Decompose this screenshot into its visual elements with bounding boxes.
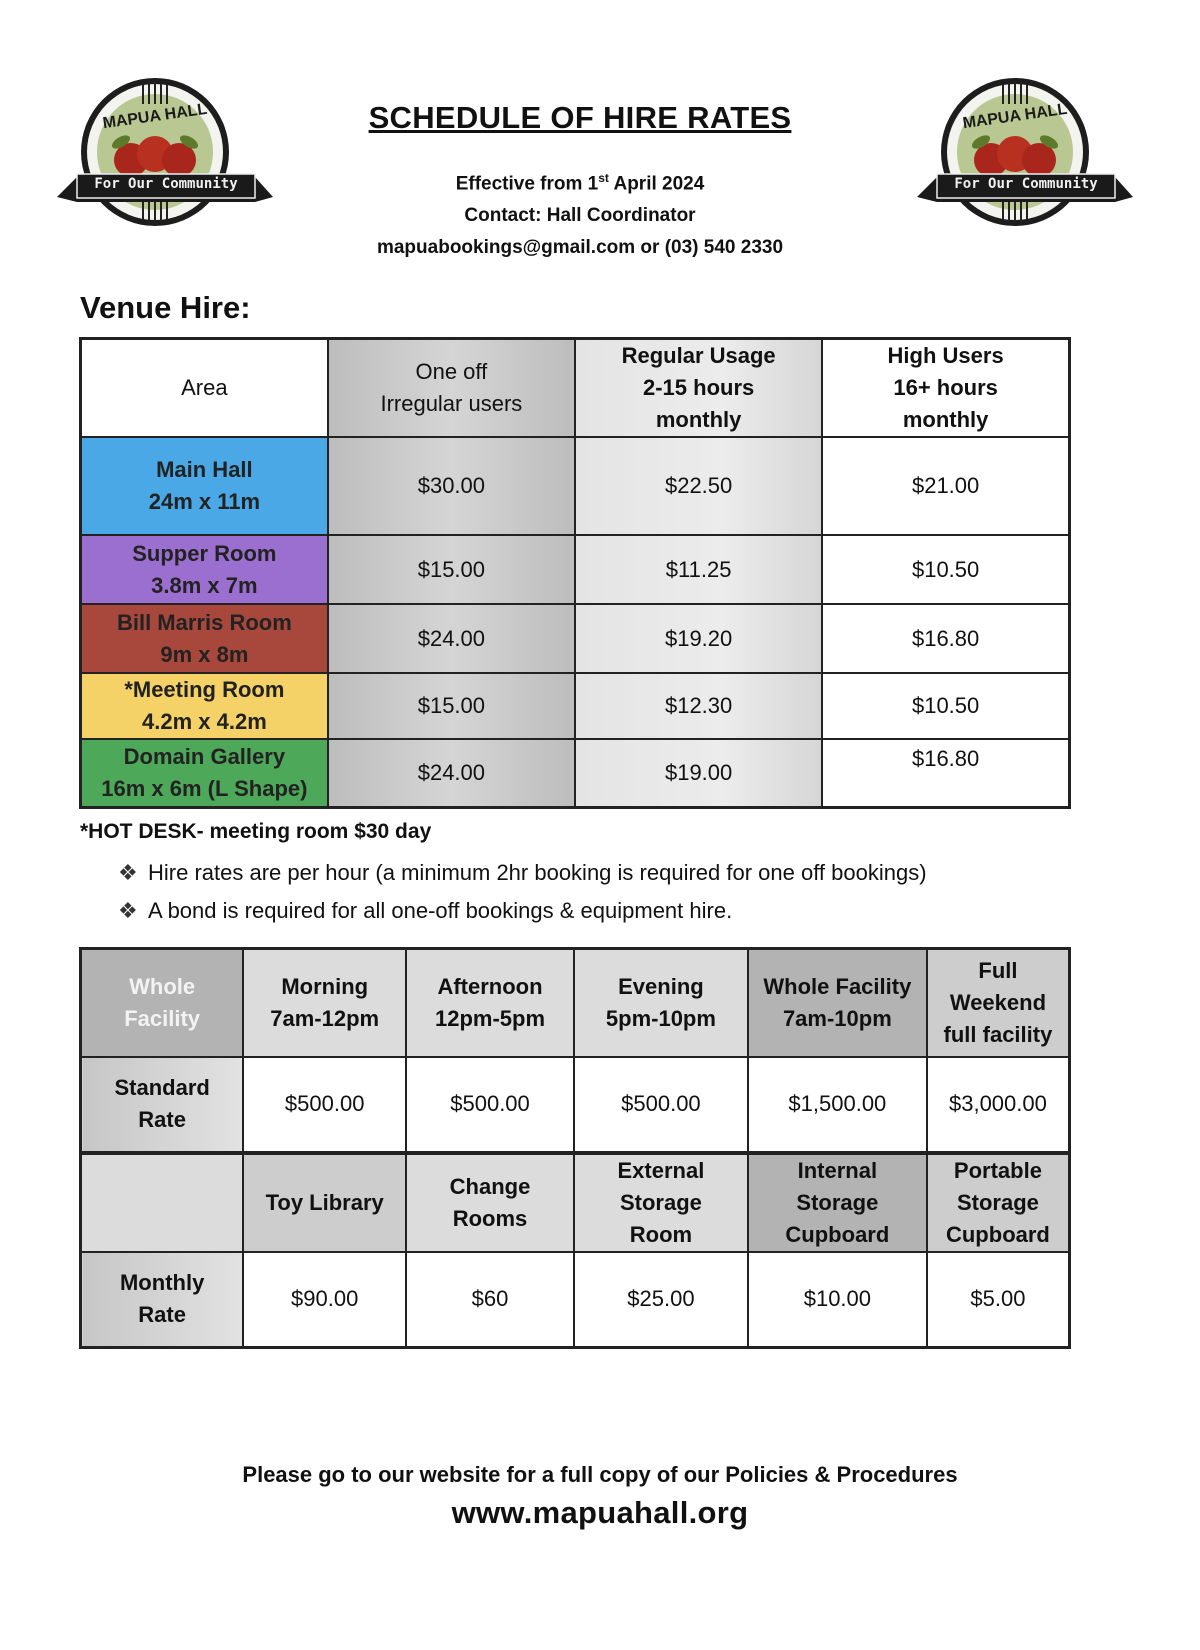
standard-rate-value: $3,000.00 [927,1057,1070,1153]
header-one-off-l1: One off [415,359,488,384]
email-phone-line: mapuabookings@gmail.com or (03) 540 2330 [376,237,784,259]
header-regular-l1: Regular Usage [621,343,776,368]
corner-l1: Whole [129,973,196,999]
header-regular [575,339,822,438]
header-high-l2: 16+ hours [893,375,998,400]
storage-header-row [81,1153,1070,1252]
rate-one-off: $15.00 [328,535,575,604]
period-l2: Weekend [949,989,1047,1015]
standard-rate-value: $500.00 [574,1057,748,1153]
logo-name: MAPUA HALL [101,100,209,133]
storage-l1: Internal [797,1157,878,1183]
rate-regular: $22.50 [575,437,822,535]
note-item [118,854,927,892]
area-meeting-room [81,673,328,739]
period-evening [574,949,748,1057]
area-size: 24m x 11m [148,489,261,514]
storage-l1: Change [449,1173,531,1199]
period-morning [243,949,406,1057]
period-full-weekend [927,949,1070,1057]
rate-one-off: $24.00 [328,739,575,807]
corner-l2: Facility [124,1005,201,1031]
period-l1: Morning [281,973,369,999]
logo-name: MAPUA HALL [961,100,1069,133]
storage-l2: Rooms [452,1205,528,1231]
area-domain-gallery [81,739,328,807]
label-l2: Rate [138,1107,186,1132]
rate-one-off: $15.00 [328,673,575,739]
storage-l2: Storage [796,1189,879,1215]
area-name: Supper Room [132,540,277,566]
rate-regular: $19.20 [575,604,822,673]
facility-header-row [81,949,1070,1057]
standard-rate-value: $500.00 [406,1057,574,1153]
rate-high: $21.00 [822,437,1069,535]
mapua-hall-logo-right [915,72,1135,242]
header-high [822,339,1069,438]
period-l1: Evening [618,973,704,999]
monthly-rate-value: $10.00 [748,1252,927,1348]
period-whole-facility [748,949,927,1057]
storage-external-room [574,1153,748,1252]
logo-emblem-icon [915,72,1135,242]
rate-regular: $12.30 [575,673,822,739]
area-name: Bill Marris Room [116,609,292,635]
website-link[interactable]: www.mapuahall.org [451,1495,749,1530]
header-one-off [328,339,575,438]
rate-high: $10.50 [822,535,1069,604]
storage-l3: Cupboard [785,1221,890,1247]
period-afternoon [406,949,574,1057]
standard-rate-value: $1,500.00 [748,1057,927,1153]
storage-toy-library [243,1153,406,1252]
header-regular-l2: 2-15 hours [642,375,755,400]
area-size: 3.8m x 7m [151,572,258,598]
period-l1: Afternoon [437,973,543,999]
label-l1: Standard [114,1075,210,1100]
policies-note: Please go to our website for a full copy of our Policies & Procedures [242,1462,958,1487]
rate-one-off: $30.00 [328,437,575,535]
rate-high: $10.50 [822,673,1069,739]
label-l1: Monthly [119,1270,205,1296]
monthly-rate-label [81,1252,244,1348]
effective-suffix: April 2024 [608,173,705,195]
contact-line: Contact: Hall Coordinator [464,205,696,227]
header-area-label: Area [181,375,228,400]
area-size: 9m x 8m [160,641,249,667]
storage-l1: Toy Library [265,1189,384,1215]
standard-rate-value: $500.00 [243,1057,406,1153]
header-one-off-l2: Irregular users [380,391,523,416]
storage-l3: Room [629,1221,693,1247]
storage-l3: Cupboard [945,1221,1050,1247]
venue-row [81,739,1070,807]
header-regular-l3: monthly [655,407,742,432]
monthly-rate-value: $5.00 [927,1252,1070,1348]
rate-one-off: $24.00 [328,604,575,673]
venue-hire-title: Venue Hire: [80,290,251,325]
effective-date [300,162,860,200]
period-l3: full facility [943,1021,1053,1047]
venue-header-row [81,339,1070,438]
venue-hire-table [79,337,1071,809]
notes-list [118,854,927,930]
rate-high: $16.80 [822,739,1069,807]
rate-high: $16.80 [822,604,1069,673]
area-size: 4.2m x 4.2m [142,709,267,734]
storage-change-rooms [406,1153,574,1252]
document-header [300,100,860,264]
rate-regular: $19.00 [575,739,822,807]
venue-row [81,673,1070,739]
page-title: SCHEDULE OF HIRE RATES [368,100,792,135]
diamond-bullet-icon: ❖ [118,860,138,885]
period-l2: 12pm-5pm [435,1005,546,1031]
header-high-l1: High Users [887,343,1004,368]
standard-rate-label [81,1057,244,1153]
area-size: 16m x 6m (L Shape) [101,775,308,801]
venue-row [81,437,1070,535]
storage-l2: Storage [619,1189,702,1215]
note-item [118,892,927,930]
period-l2: 7am-10pm [782,1005,892,1031]
rate-regular: $11.25 [575,535,822,604]
logo-tagline: For Our Community [94,176,238,192]
monthly-rate-value: $60 [406,1252,574,1348]
period-l1: Whole Facility [763,973,912,999]
label-l2: Rate [138,1302,186,1328]
storage-l2: Storage [956,1189,1039,1215]
storage-l1: Portable [953,1157,1042,1183]
hot-desk-note: *HOT DESK- meeting room $30 day [80,820,432,843]
period-l2: 5pm-10pm [605,1005,716,1031]
venue-row [81,604,1070,673]
diamond-bullet-icon: ❖ [118,898,138,923]
mapua-hall-logo-left [55,72,275,242]
venue-row [81,535,1070,604]
facility-rates-table [79,947,1071,1349]
effective-prefix: Effective from 1 [455,173,599,195]
standard-rate-row [81,1057,1070,1153]
header-area [81,339,328,438]
area-bill-marris-room [81,604,328,673]
period-l2: 7am-12pm [270,1005,380,1031]
storage-internal-cupboard [748,1153,927,1252]
effective-sup: st [598,171,609,185]
storage-corner [81,1153,244,1252]
monthly-rate-value: $90.00 [243,1252,406,1348]
monthly-rate-value: $25.00 [574,1252,748,1348]
header-high-l3: monthly [902,407,989,432]
area-name: Main Hall [156,457,253,482]
area-main-hall [81,437,328,535]
storage-l1: External [617,1157,705,1183]
note-text: Hire rates are per hour (a minimum 2hr booking is required for one off bookings) [148,860,927,885]
whole-facility-corner [81,949,244,1057]
area-name: Domain Gallery [123,743,286,769]
logo-tagline: For Our Community [954,176,1098,192]
area-supper-room [81,535,328,604]
area-name: *Meeting Room [124,677,285,702]
storage-portable-cupboard [927,1153,1070,1252]
monthly-rate-row [81,1252,1070,1348]
note-text: A bond is required for all one-off bookings & equipment hire. [148,898,733,923]
logo-emblem-icon [55,72,275,242]
period-l1: Full [978,957,1018,983]
